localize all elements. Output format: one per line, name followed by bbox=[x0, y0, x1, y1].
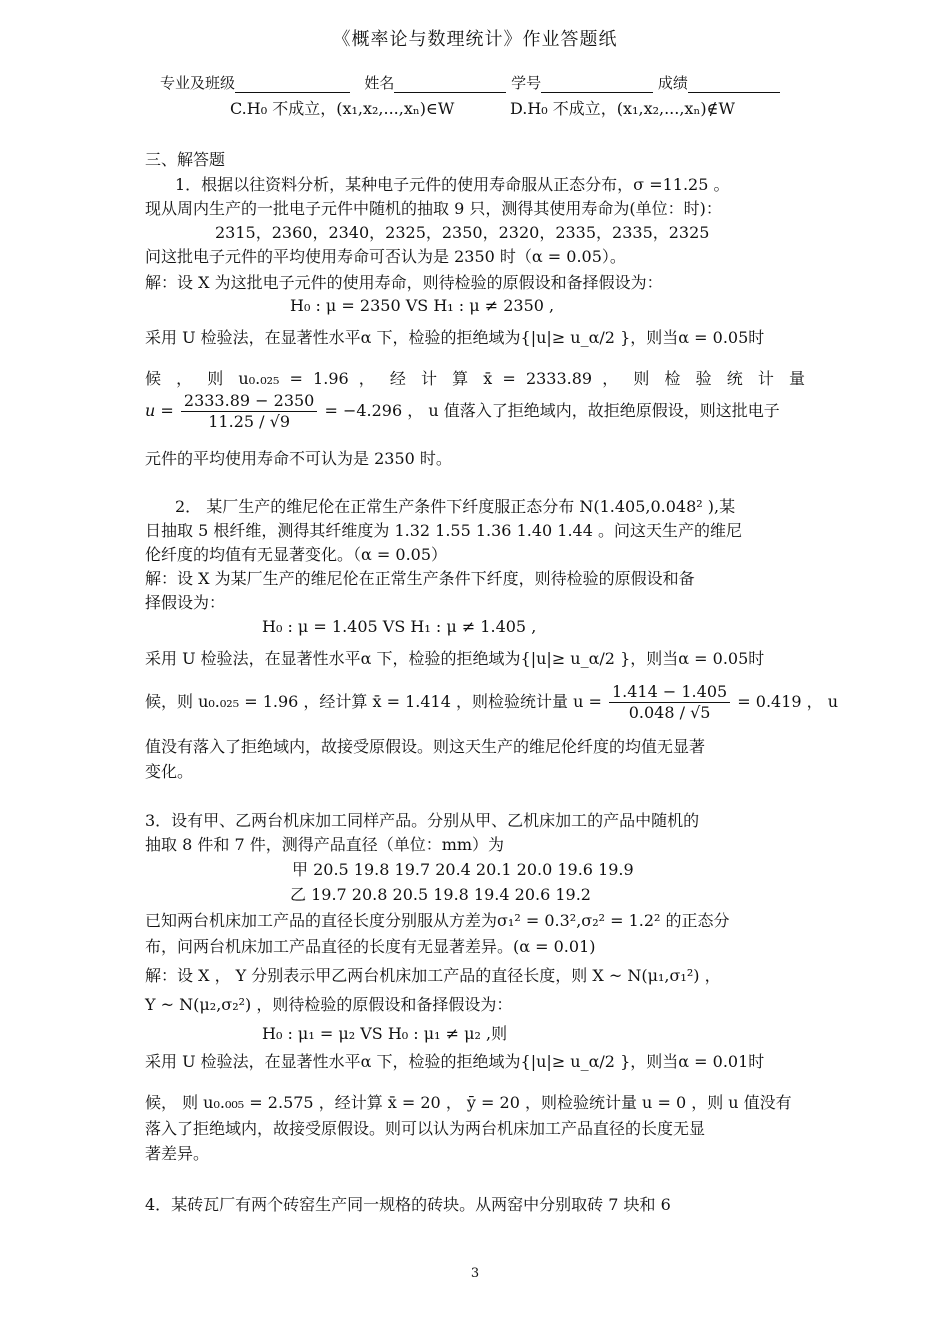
q2-solution-intro-2: 择假设为： bbox=[145, 593, 226, 612]
q1-solution-intro: 解：设 X 为这批电子元件的使用寿命，则待检验的原假设和备择假设为： bbox=[145, 273, 663, 292]
q1-statistic: u = $\frac{2333.89 - 2350}{11.25 / √9}$ = −4.296 ， u 值落入了拒绝域内，故拒绝原假设，则这批电子 bbox=[145, 391, 780, 431]
score-label: 成绩 bbox=[657, 74, 688, 92]
q2-line-1: 2． 某厂生产的维尼伦在正常生产条件下纤度服正态分布 N(1.405,0.048² ),某 bbox=[175, 497, 736, 516]
q3-solution-intro: 解：设 X ， Y 分别表示甲乙两台机床加工产品的直径长度，则 X ~ N(μ₁,σ₁²) ， bbox=[145, 966, 721, 985]
student-info-row bbox=[160, 72, 780, 93]
q3-data-a: 甲 20.5 19.8 19.7 20.4 20.1 20.0 19.6 19.9 bbox=[292, 860, 634, 879]
q2-fraction-numerator: 1.414 − 1.405 bbox=[609, 682, 730, 703]
name-label: 姓名 bbox=[364, 74, 395, 92]
q2-conclusion-2: 变化。 bbox=[145, 762, 194, 781]
q2-hypotheses: H₀ : μ = 1.405 VS H₁ : μ ≠ 1.405 , bbox=[262, 617, 537, 636]
name-blank bbox=[394, 78, 506, 93]
q3-line-1: 3．设有甲、乙两台机床加工同样产品。分别从甲、乙机床加工的产品中随机的 bbox=[145, 811, 700, 830]
q4-line-1: 4．某砖瓦厂有两个砖窑生产同一规格的砖块。从两窑中分别取砖 7 块和 6 bbox=[145, 1195, 671, 1214]
q3-conclusion-2: 著差异。 bbox=[145, 1144, 210, 1163]
q1-fraction-numerator: 2333.89 − 2350 bbox=[181, 391, 317, 412]
q2-conclusion: 值没有落入了拒绝域内，故接受原假设。则这天生产的维尼伦纤度的均值无显著 bbox=[145, 737, 706, 756]
q2-computation-text: 候，则 u₀.₀₂₅ = 1.96 ，经计算 x̄ = 1.414 ，则检验统计量 u = bbox=[145, 692, 602, 711]
q3-hypotheses: H₀ : μ₁ = μ₂ VS H₀ : μ₁ ≠ μ₂ ,则 bbox=[262, 1024, 508, 1043]
section-title: 三、解答题 bbox=[145, 150, 226, 169]
score-blank bbox=[688, 78, 780, 93]
q1-rejection-region: 采用 U 检验法，在显著性水平α 下，检验的拒绝域为{|u|≥ u_α/2 }，则当α = 0.05时 bbox=[145, 328, 765, 347]
q2-line-3: 伦纤度的均值有无显著变化。（α = 0.05） bbox=[145, 545, 448, 564]
major-label: 专业及班级 bbox=[160, 74, 236, 92]
q2-fraction-denominator: 0.048 / √5 bbox=[628, 703, 711, 722]
q1-statistic-conclusion: = −4.296 ， u 值落入了拒绝域内，故拒绝原假设，则这批电子 bbox=[324, 401, 780, 420]
page-title: 《概率论与数理统计》作业答题纸 bbox=[332, 29, 618, 50]
q3-rejection-region: 采用 U 检验法，在显著性水平α 下，检验的拒绝域为{|u|≥ u_α/2 }，则当α = 0.01时 bbox=[145, 1052, 765, 1071]
q1-hypotheses: H₀ : μ = 2350 VS H₁ : μ ≠ 2350 , bbox=[290, 296, 555, 315]
q1-computation: 候 ， 则 u₀.₀₂₅ = 1.96 ， 经 计 算 x̄ = 2333.89 ， 则 检 验 统 计 量 bbox=[145, 369, 805, 388]
q1-fraction bbox=[181, 391, 317, 432]
q2-solution-intro: 解：设 X 为某厂生产的维尼伦在正常生产条件下纤度，则待检验的原假设和备 bbox=[145, 569, 695, 588]
q1-line-1: 1．根据以往资料分析，某种电子元件的使用寿命服从正态分布，σ =11.25 。 bbox=[175, 175, 730, 194]
option-c: C.H₀ 不成立，(x₁,x₂,...,xₙ)∈W bbox=[230, 99, 455, 118]
q2-rejection-region: 采用 U 检验法，在显著性水平α 下，检验的拒绝域为{|u|≥ u_α/2 }，则当α = 0.05时 bbox=[145, 649, 765, 668]
id-blank bbox=[541, 78, 653, 93]
q2-fraction bbox=[609, 682, 730, 723]
q3-computation: 候， 则 u₀.₀₀₅ = 2.575 ，经计算 x̄ = 20 ， ȳ = 20 ，则检验统计量 u = 0 ，则 u 值没有 bbox=[145, 1093, 792, 1112]
q1-line-4: 问这批电子元件的平均使用寿命可否认为是 2350 时（α = 0.05）。 bbox=[145, 247, 626, 266]
q2-line-2: 日抽取 5 根纤维，测得其纤维度为 1.32 1.55 1.36 1.40 1.44 。问这天生产的维尼 bbox=[145, 521, 742, 540]
major-blank bbox=[235, 78, 350, 93]
q1-line-2: 现从周内生产的一批电子元件中随机的抽取 9 只，测得其使用寿命为(单位：时)： bbox=[145, 199, 722, 218]
id-label: 学号 bbox=[511, 74, 542, 92]
q2-computation bbox=[145, 682, 838, 723]
page-number: 3 bbox=[470, 1266, 480, 1281]
option-d: D.H₀ 不成立，(x₁,x₂,...,xₙ)∉W bbox=[510, 99, 735, 118]
q2-statistic-value: = 0.419 ， u bbox=[737, 692, 839, 711]
q3-line-6: 布，问两台机床加工产品直径的长度有无显著差异。(α = 0.01) bbox=[145, 937, 596, 956]
q3-line-5: 已知两台机床加工产品的直径长度分别服从方差为σ₁² = 0.3²,σ₂² = 1.2² 的正态分 bbox=[145, 911, 730, 930]
q3-data-b: 乙 19.7 20.8 20.5 19.8 19.4 20.6 19.2 bbox=[290, 885, 591, 904]
q3-solution-intro-2: Y ~ N(μ₂,σ₂²) ，则待检验的原假设和备择假设为： bbox=[145, 995, 513, 1014]
q1-conclusion: 元件的平均使用寿命不可认为是 2350 时。 bbox=[145, 449, 452, 468]
q1-data: 2315，2360，2340，2325，2350，2320，2335，2335，2325 bbox=[215, 223, 710, 242]
q3-line-2: 抽取 8 件和 7 件，测得产品直径（单位：mm）为 bbox=[145, 835, 505, 854]
q3-conclusion: 落入了拒绝域内，故接受原假设。则可以认为两台机床加工产品直径的长度无显 bbox=[145, 1119, 706, 1138]
q1-fraction-denominator: 11.25 / √9 bbox=[208, 412, 290, 431]
